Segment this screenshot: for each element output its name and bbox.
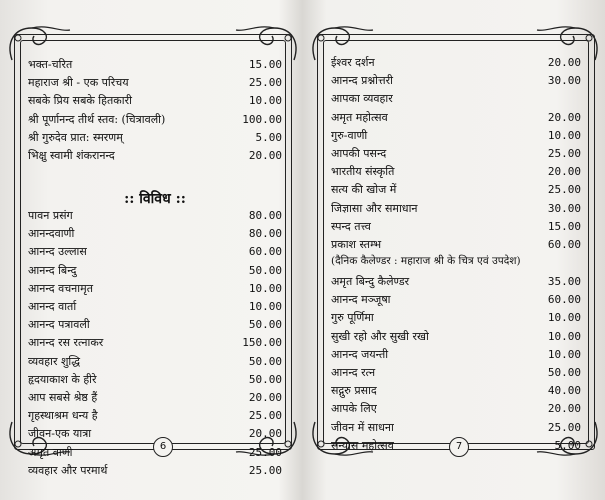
book-price: 40.00 bbox=[547, 384, 581, 398]
book-title: भारतीय संस्कृति bbox=[331, 165, 395, 179]
book-row bbox=[26, 74, 284, 92]
book-title: आनन्द वार्ता bbox=[28, 300, 77, 313]
book-price: 10.00 bbox=[248, 94, 282, 108]
page-number: 7 bbox=[449, 437, 469, 457]
book-row bbox=[329, 346, 583, 364]
book-price: 50.00 bbox=[248, 318, 282, 332]
book-row bbox=[26, 407, 284, 425]
right-page bbox=[305, 0, 605, 500]
book-row bbox=[26, 56, 284, 74]
book-title: व्यवहार शुद्धि bbox=[28, 354, 81, 368]
book-row bbox=[329, 145, 583, 163]
book-price: 5.00 bbox=[255, 130, 282, 144]
book-row bbox=[329, 291, 583, 309]
book-title: आनन्द बिन्दु bbox=[28, 263, 77, 277]
book-title: संन्यास महोत्सव bbox=[331, 438, 394, 452]
book-title: ईश्वर दर्शन bbox=[331, 56, 375, 69]
book-title: प्रकाश स्तम्भ bbox=[331, 238, 382, 251]
left-page bbox=[0, 0, 300, 500]
book-row bbox=[329, 109, 583, 127]
book-row bbox=[329, 382, 583, 400]
book-row bbox=[26, 243, 284, 261]
book-title: आपके लिए bbox=[331, 402, 377, 416]
book-title: अमृत बिन्दु कैलेण्डर bbox=[331, 275, 410, 288]
book-price: 60.00 bbox=[547, 293, 581, 307]
book-title: आनन्द मञ्जूषा bbox=[331, 293, 391, 307]
book-row bbox=[329, 72, 583, 90]
book-price: 100.00 bbox=[242, 112, 282, 126]
book-price: 50.00 bbox=[248, 372, 282, 386]
book-price: 80.00 bbox=[248, 227, 282, 241]
book-row bbox=[26, 334, 284, 352]
book-price: 20.00 bbox=[248, 427, 282, 441]
book-title: जीवन-एक यात्रा bbox=[28, 427, 92, 441]
book-price: 10.00 bbox=[248, 281, 282, 295]
book-title: आनन्द उल्लास bbox=[28, 245, 87, 259]
book-title: हृदयाकाश के हीरे bbox=[28, 372, 97, 386]
book-price: 10.00 bbox=[248, 300, 282, 313]
book-title: भिक्षु स्वामी शंकरानन्द bbox=[28, 149, 115, 162]
book-row bbox=[26, 262, 284, 280]
book-price: 10.00 bbox=[547, 347, 581, 361]
book-price: 25.00 bbox=[248, 463, 282, 477]
book-title: अमृत महोत्सव bbox=[331, 110, 388, 124]
book-title: महाराज श्री - एक परिचय bbox=[28, 76, 129, 90]
book-title: गुरु-वाणी bbox=[331, 128, 368, 142]
book-title: श्री गुरुदेव प्रात: स्मरणम् bbox=[28, 130, 123, 144]
book-price: 60.00 bbox=[547, 238, 581, 251]
book-title: आनन्द वचनामृत bbox=[28, 281, 93, 295]
book-price: 50.00 bbox=[547, 366, 581, 379]
book-title: आनन्द रत्न bbox=[331, 366, 376, 379]
book-price: 15.00 bbox=[547, 219, 581, 233]
book-title: अमृत वाणी bbox=[28, 445, 73, 459]
book-row bbox=[26, 147, 284, 165]
book-price: 30.00 bbox=[547, 201, 581, 215]
book-row bbox=[329, 364, 583, 382]
book-price: 20.00 bbox=[547, 110, 581, 124]
book-title: जिज्ञासा और समाधान bbox=[331, 201, 418, 215]
book-title: आनन्द रस रत्नाकर bbox=[28, 336, 104, 350]
book-price: 25.00 bbox=[248, 76, 282, 90]
book-row bbox=[26, 462, 284, 480]
book-title: पावन प्रसंग bbox=[28, 209, 73, 222]
book-price: 25.00 bbox=[547, 420, 581, 434]
book-price: 20.00 bbox=[248, 149, 282, 162]
book-title: भक्त-चरित bbox=[28, 58, 73, 71]
book-price: 15.00 bbox=[248, 58, 282, 71]
book-title: श्री पूर्णानन्द तीर्थ स्तव: (चित्रावली) bbox=[28, 112, 166, 126]
book-title: आनन्द प्रश्नोत्तरी bbox=[331, 74, 393, 88]
book-row bbox=[329, 218, 583, 236]
book-title: आनन्द जयन्ती bbox=[331, 347, 389, 361]
book-row bbox=[26, 389, 284, 407]
book-price: 60.00 bbox=[248, 245, 282, 259]
book-title: सद्गुरु प्रसाद bbox=[331, 384, 377, 398]
book-title: आनन्द पत्रावली bbox=[28, 318, 90, 332]
book-row bbox=[329, 127, 583, 145]
book-title: सबके प्रिय सबके हितकारी bbox=[28, 94, 132, 108]
book-row bbox=[26, 207, 284, 225]
book-price: 25.00 bbox=[248, 445, 282, 459]
book-price: 50.00 bbox=[248, 263, 282, 277]
section-heading: :: विविध :: bbox=[124, 191, 186, 207]
book-row bbox=[329, 90, 583, 108]
book-price: 20.00 bbox=[547, 56, 581, 69]
book-row bbox=[329, 181, 583, 199]
book-row bbox=[26, 129, 284, 147]
book-row bbox=[26, 225, 284, 243]
book-price: 25.00 bbox=[248, 409, 282, 423]
book-row bbox=[26, 316, 284, 334]
book-row bbox=[329, 419, 583, 437]
book-row bbox=[329, 400, 583, 418]
book-title: सुखी रहो और सुखी रखो bbox=[331, 329, 429, 343]
book-row bbox=[329, 273, 583, 291]
book-price: 25.00 bbox=[547, 147, 581, 160]
book-price: 20.00 bbox=[248, 391, 282, 404]
book-row bbox=[26, 371, 284, 389]
book-row bbox=[26, 92, 284, 110]
book-price: 80.00 bbox=[248, 209, 282, 222]
book-row bbox=[329, 54, 583, 72]
book-price: 150.00 bbox=[242, 336, 282, 350]
book-title: गृहस्थाश्रम धन्य है bbox=[28, 409, 98, 423]
book-row bbox=[329, 328, 583, 346]
book-price: 5.00 bbox=[554, 438, 581, 452]
book-title: सत्य की खोज में bbox=[331, 183, 397, 197]
book-row bbox=[26, 298, 284, 316]
book-row bbox=[26, 353, 284, 371]
book-title: आपका व्यवहार bbox=[331, 92, 393, 106]
book-row bbox=[329, 309, 583, 327]
book-row bbox=[329, 163, 583, 181]
book-row bbox=[329, 200, 583, 218]
book-title: आप सबसे श्रेष्ठ हैं bbox=[28, 391, 98, 404]
book-price: 10.00 bbox=[547, 329, 581, 343]
book-price: 35.00 bbox=[547, 275, 581, 288]
page-number: 6 bbox=[153, 437, 173, 457]
book-price: 10.00 bbox=[547, 128, 581, 142]
book-price: 10.00 bbox=[547, 311, 581, 325]
calendar-note: (दैनिक कैलेण्डर : महाराज श्री के चित्र एवं उपदेश) bbox=[331, 255, 521, 267]
book-price: 30.00 bbox=[547, 74, 581, 88]
book-price: 50.00 bbox=[248, 354, 282, 368]
book-title: आनन्दवाणी bbox=[28, 227, 75, 241]
book-title: गुरु पूर्णिमा bbox=[331, 311, 374, 325]
book-row bbox=[26, 111, 284, 129]
book-price: 25.00 bbox=[547, 183, 581, 197]
book-title: आपकी पसन्द bbox=[331, 147, 387, 160]
book-price: 20.00 bbox=[547, 402, 581, 416]
book-row bbox=[26, 280, 284, 298]
book-title: जीवन में साधना bbox=[331, 420, 394, 434]
book-price: 20.00 bbox=[547, 165, 581, 179]
book-title: स्पन्द तत्त्व bbox=[331, 219, 371, 233]
book-title: व्यवहार और परमार्थ bbox=[28, 463, 108, 477]
